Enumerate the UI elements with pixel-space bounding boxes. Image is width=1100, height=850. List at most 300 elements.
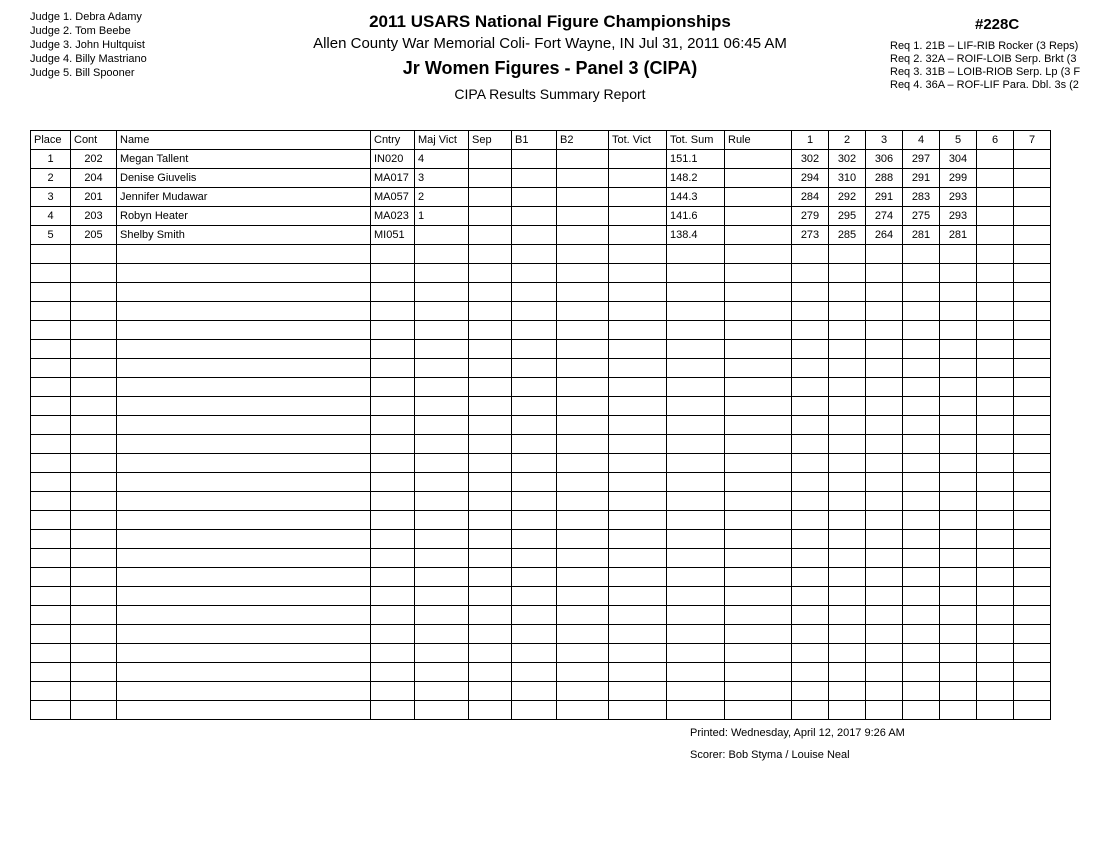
cell-place [31, 644, 71, 663]
cell-j3 [866, 264, 903, 283]
cell-j2 [829, 454, 866, 473]
cell-b1 [512, 321, 557, 340]
cell-j1 [792, 359, 829, 378]
cell-rule [725, 473, 792, 492]
cell-j1 [792, 625, 829, 644]
cell-name [117, 302, 371, 321]
cell-cntry [371, 625, 415, 644]
cell-rule [725, 245, 792, 264]
cell-tot-vict [609, 701, 667, 720]
cell-name [117, 397, 371, 416]
cell-place [31, 378, 71, 397]
cell-b1 [512, 226, 557, 245]
cell-b2 [557, 644, 609, 663]
cell-cont [71, 492, 117, 511]
cell-j4 [903, 321, 940, 340]
cell-j4: 281 [903, 226, 940, 245]
cell-b2 [557, 492, 609, 511]
cell-name: Megan Tallent [117, 150, 371, 169]
cell-j4 [903, 416, 940, 435]
cell-rule [725, 321, 792, 340]
cell-rule [725, 454, 792, 473]
cell-cont [71, 416, 117, 435]
cell-j7 [1014, 169, 1051, 188]
cell-j7 [1014, 188, 1051, 207]
cell-place: 5 [31, 226, 71, 245]
cell-j6 [977, 435, 1014, 454]
cell-cntry [371, 663, 415, 682]
cell-j4 [903, 530, 940, 549]
cell-j6 [977, 264, 1014, 283]
cell-b2 [557, 188, 609, 207]
column-header-cntry: Cntry [371, 131, 415, 150]
cell-b1 [512, 397, 557, 416]
cell-j6 [977, 644, 1014, 663]
cell-sep [469, 568, 512, 587]
cell-j1 [792, 492, 829, 511]
cell-j5 [940, 302, 977, 321]
cell-cntry: MA017 [371, 169, 415, 188]
cell-b2 [557, 169, 609, 188]
cell-j4 [903, 245, 940, 264]
cell-tot-vict [609, 663, 667, 682]
empty-row [31, 625, 1051, 644]
cell-j7 [1014, 682, 1051, 701]
cell-b2 [557, 416, 609, 435]
cell-j6 [977, 454, 1014, 473]
column-header-maj-vict: Maj Vict [415, 131, 469, 150]
cell-j6 [977, 663, 1014, 682]
cell-cont [71, 340, 117, 359]
empty-row [31, 682, 1051, 701]
table-row [31, 169, 1051, 188]
cell-cont [71, 283, 117, 302]
cell-j6 [977, 511, 1014, 530]
cell-maj-vict [415, 701, 469, 720]
cell-j3 [866, 644, 903, 663]
cell-j6 [977, 359, 1014, 378]
cell-b2 [557, 207, 609, 226]
cell-cont [71, 568, 117, 587]
cell-j5 [940, 321, 977, 340]
cell-cont [71, 245, 117, 264]
cell-name [117, 435, 371, 454]
empty-row [31, 302, 1051, 321]
cell-cntry [371, 397, 415, 416]
cell-cntry [371, 454, 415, 473]
scorer-credit: Scorer: Bob Styma / Louise Neal [690, 749, 850, 761]
empty-row [31, 378, 1051, 397]
cell-b2 [557, 283, 609, 302]
cell-tot-sum [667, 283, 725, 302]
cell-j3 [866, 359, 903, 378]
cell-j5 [940, 606, 977, 625]
cell-maj-vict [415, 378, 469, 397]
cell-b1 [512, 169, 557, 188]
cell-j5: 293 [940, 207, 977, 226]
cell-j2 [829, 378, 866, 397]
cell-maj-vict [415, 625, 469, 644]
cell-j5 [940, 644, 977, 663]
cell-b2 [557, 530, 609, 549]
cell-j7 [1014, 207, 1051, 226]
cell-j3 [866, 549, 903, 568]
cell-sep [469, 169, 512, 188]
cell-j2 [829, 397, 866, 416]
cell-cont [71, 587, 117, 606]
empty-row [31, 549, 1051, 568]
cell-name [117, 321, 371, 340]
cell-j3 [866, 416, 903, 435]
empty-row [31, 530, 1051, 549]
cell-place [31, 492, 71, 511]
cell-sep [469, 663, 512, 682]
cell-j5: 299 [940, 169, 977, 188]
cell-tot-vict [609, 150, 667, 169]
table-row [31, 207, 1051, 226]
cell-cntry [371, 549, 415, 568]
cell-j5 [940, 283, 977, 302]
cell-tot-sum [667, 378, 725, 397]
cell-j7 [1014, 549, 1051, 568]
cell-j1 [792, 378, 829, 397]
cell-cntry [371, 435, 415, 454]
cell-j1 [792, 302, 829, 321]
empty-row [31, 245, 1051, 264]
cell-tot-sum [667, 359, 725, 378]
cell-j6 [977, 625, 1014, 644]
cell-j1 [792, 264, 829, 283]
cell-j4 [903, 283, 940, 302]
judge-line: Judge 2. Tom Beebe [30, 25, 131, 37]
cell-cntry [371, 530, 415, 549]
cell-tot-sum [667, 625, 725, 644]
column-header-tot-sum: Tot. Sum [667, 131, 725, 150]
cell-maj-vict [415, 397, 469, 416]
cell-tot-sum [667, 568, 725, 587]
cell-cont [71, 663, 117, 682]
cell-b2 [557, 663, 609, 682]
cell-cont [71, 264, 117, 283]
cell-cntry [371, 283, 415, 302]
cell-tot-sum [667, 530, 725, 549]
cell-name [117, 682, 371, 701]
cell-j1 [792, 397, 829, 416]
judge-line: Judge 5. Bill Spooner [30, 67, 135, 79]
cell-cntry [371, 264, 415, 283]
cell-j5 [940, 340, 977, 359]
cell-tot-sum: 141.6 [667, 207, 725, 226]
cell-maj-vict [415, 302, 469, 321]
cell-maj-vict [415, 416, 469, 435]
cell-j7 [1014, 454, 1051, 473]
cell-b2 [557, 245, 609, 264]
cell-j6 [977, 397, 1014, 416]
cell-j3 [866, 568, 903, 587]
cell-maj-vict [415, 226, 469, 245]
cell-place [31, 511, 71, 530]
cell-j3 [866, 606, 903, 625]
empty-row [31, 264, 1051, 283]
cell-name [117, 644, 371, 663]
cell-j1: 302 [792, 150, 829, 169]
cell-b2 [557, 340, 609, 359]
cell-j3 [866, 701, 903, 720]
cell-name [117, 245, 371, 264]
cell-maj-vict [415, 264, 469, 283]
cell-cont [71, 454, 117, 473]
cell-j4 [903, 492, 940, 511]
cell-tot-sum [667, 549, 725, 568]
cell-place [31, 340, 71, 359]
cell-cont: 205 [71, 226, 117, 245]
cell-b1 [512, 606, 557, 625]
empty-row [31, 397, 1051, 416]
cell-cont: 203 [71, 207, 117, 226]
cell-j1: 273 [792, 226, 829, 245]
cell-b2 [557, 359, 609, 378]
cell-maj-vict [415, 245, 469, 264]
table-row [31, 188, 1051, 207]
cell-j1 [792, 701, 829, 720]
cell-tot-sum [667, 511, 725, 530]
cell-j4 [903, 473, 940, 492]
cell-rule [725, 359, 792, 378]
cell-cntry [371, 606, 415, 625]
cell-j7 [1014, 644, 1051, 663]
cell-place [31, 283, 71, 302]
requirement-line: Req 3. 31B – LOIB-RIOB Serp. Lp (3 F [890, 66, 1081, 78]
cell-rule [725, 587, 792, 606]
cell-j2: 285 [829, 226, 866, 245]
cell-j3 [866, 530, 903, 549]
cell-j4 [903, 568, 940, 587]
cell-place [31, 663, 71, 682]
cell-rule [725, 150, 792, 169]
cell-maj-vict [415, 321, 469, 340]
cell-maj-vict [415, 568, 469, 587]
cell-j4 [903, 359, 940, 378]
cell-b1 [512, 492, 557, 511]
cell-j2 [829, 245, 866, 264]
cell-name [117, 511, 371, 530]
cell-cntry [371, 511, 415, 530]
cell-name [117, 264, 371, 283]
cell-name [117, 492, 371, 511]
cell-cont [71, 549, 117, 568]
cell-cont [71, 321, 117, 340]
cell-j1 [792, 321, 829, 340]
cell-j4 [903, 549, 940, 568]
cell-tot-sum [667, 340, 725, 359]
cell-tot-vict [609, 378, 667, 397]
cell-j1: 284 [792, 188, 829, 207]
cell-tot-vict [609, 340, 667, 359]
cell-j2 [829, 302, 866, 321]
cell-cont [71, 435, 117, 454]
cell-b2 [557, 549, 609, 568]
cell-tot-sum [667, 454, 725, 473]
cell-b1 [512, 188, 557, 207]
cell-cntry [371, 568, 415, 587]
cell-j6 [977, 150, 1014, 169]
cell-maj-vict [415, 530, 469, 549]
cell-name [117, 416, 371, 435]
cell-place [31, 245, 71, 264]
cell-j5 [940, 359, 977, 378]
cell-j7 [1014, 663, 1051, 682]
cell-tot-sum [667, 701, 725, 720]
cell-maj-vict [415, 587, 469, 606]
cell-rule [725, 378, 792, 397]
cell-sep [469, 511, 512, 530]
cell-j4 [903, 264, 940, 283]
cell-name [117, 549, 371, 568]
cell-j5 [940, 625, 977, 644]
event-title: Jr Women Figures - Panel 3 (CIPA) [402, 58, 698, 78]
table-row [31, 226, 1051, 245]
cell-tot-sum [667, 264, 725, 283]
cell-tot-sum: 148.2 [667, 169, 725, 188]
cell-tot-sum [667, 321, 725, 340]
cell-tot-vict [609, 264, 667, 283]
table-row [31, 150, 1051, 169]
cell-tot-vict [609, 321, 667, 340]
cell-j5 [940, 663, 977, 682]
cell-name [117, 340, 371, 359]
cell-j4 [903, 606, 940, 625]
cell-j7 [1014, 606, 1051, 625]
cell-j3 [866, 663, 903, 682]
cell-j4 [903, 435, 940, 454]
cell-cont [71, 625, 117, 644]
cell-place [31, 264, 71, 283]
empty-row [31, 359, 1051, 378]
cell-j6 [977, 473, 1014, 492]
column-header-j7: 7 [1014, 131, 1051, 150]
cell-j6 [977, 606, 1014, 625]
cell-tot-vict [609, 359, 667, 378]
empty-row [31, 473, 1051, 492]
cell-tot-sum: 151.1 [667, 150, 725, 169]
cell-j2 [829, 511, 866, 530]
venue-date-line: Allen County War Memorial Coli- Fort Wayne, IN Jul 31, 2011 06:45 AM [313, 35, 787, 52]
column-header-j5: 5 [940, 131, 977, 150]
cell-sep [469, 397, 512, 416]
cell-cont [71, 606, 117, 625]
cell-b1 [512, 682, 557, 701]
cell-j3: 264 [866, 226, 903, 245]
cell-j1 [792, 473, 829, 492]
cell-j3 [866, 302, 903, 321]
column-header-rule: Rule [725, 131, 792, 150]
cell-rule [725, 169, 792, 188]
cell-j4 [903, 701, 940, 720]
cell-j7 [1014, 226, 1051, 245]
cell-j4 [903, 625, 940, 644]
cell-j7 [1014, 473, 1051, 492]
empty-row [31, 435, 1051, 454]
cell-j2 [829, 701, 866, 720]
cell-cont [71, 682, 117, 701]
cell-j3 [866, 473, 903, 492]
cell-j4 [903, 682, 940, 701]
cell-sep [469, 549, 512, 568]
cell-j4 [903, 397, 940, 416]
cell-j3 [866, 625, 903, 644]
cell-tot-sum [667, 416, 725, 435]
cell-j4 [903, 644, 940, 663]
cell-b2 [557, 511, 609, 530]
cell-sep [469, 682, 512, 701]
cell-name [117, 587, 371, 606]
cell-j2 [829, 625, 866, 644]
cell-rule [725, 530, 792, 549]
cell-tot-vict [609, 207, 667, 226]
cell-rule [725, 435, 792, 454]
cell-rule [725, 644, 792, 663]
cell-cntry: MA023 [371, 207, 415, 226]
cell-cntry: IN020 [371, 150, 415, 169]
cell-name [117, 454, 371, 473]
cell-j2: 302 [829, 150, 866, 169]
cell-j7 [1014, 359, 1051, 378]
cell-j1 [792, 530, 829, 549]
cell-j7 [1014, 378, 1051, 397]
judge-line: Judge 1. Debra Adamy [30, 11, 142, 23]
table-header-row [31, 131, 1051, 150]
cell-cntry [371, 492, 415, 511]
cell-j3 [866, 454, 903, 473]
cell-j5 [940, 587, 977, 606]
column-header-j6: 6 [977, 131, 1014, 150]
cell-b1 [512, 302, 557, 321]
cell-j1 [792, 340, 829, 359]
cell-j6 [977, 530, 1014, 549]
cell-j6 [977, 188, 1014, 207]
cell-cntry [371, 416, 415, 435]
cell-place: 4 [31, 207, 71, 226]
results-table-wrapper [30, 130, 1051, 720]
cell-j6 [977, 321, 1014, 340]
cell-j5 [940, 530, 977, 549]
cell-place [31, 606, 71, 625]
cell-j3 [866, 397, 903, 416]
cell-sep [469, 416, 512, 435]
requirement-line: Req 2. 32A – ROIF-LOIB Serp. Brkt (3 [890, 53, 1077, 65]
cell-b2 [557, 302, 609, 321]
cell-maj-vict: 2 [415, 188, 469, 207]
cell-maj-vict [415, 473, 469, 492]
cell-j3: 291 [866, 188, 903, 207]
cell-b1 [512, 625, 557, 644]
cell-j1 [792, 454, 829, 473]
cell-tot-vict [609, 302, 667, 321]
cell-j7 [1014, 283, 1051, 302]
cell-cont [71, 644, 117, 663]
cell-rule [725, 302, 792, 321]
cell-sep [469, 606, 512, 625]
column-header-j3: 3 [866, 131, 903, 150]
column-header-place: Place [31, 131, 71, 150]
event-number: #228C [975, 16, 1020, 33]
cell-b2 [557, 226, 609, 245]
cell-maj-vict [415, 283, 469, 302]
cell-j2 [829, 359, 866, 378]
cell-j1: 279 [792, 207, 829, 226]
cell-rule [725, 511, 792, 530]
cell-name [117, 568, 371, 587]
